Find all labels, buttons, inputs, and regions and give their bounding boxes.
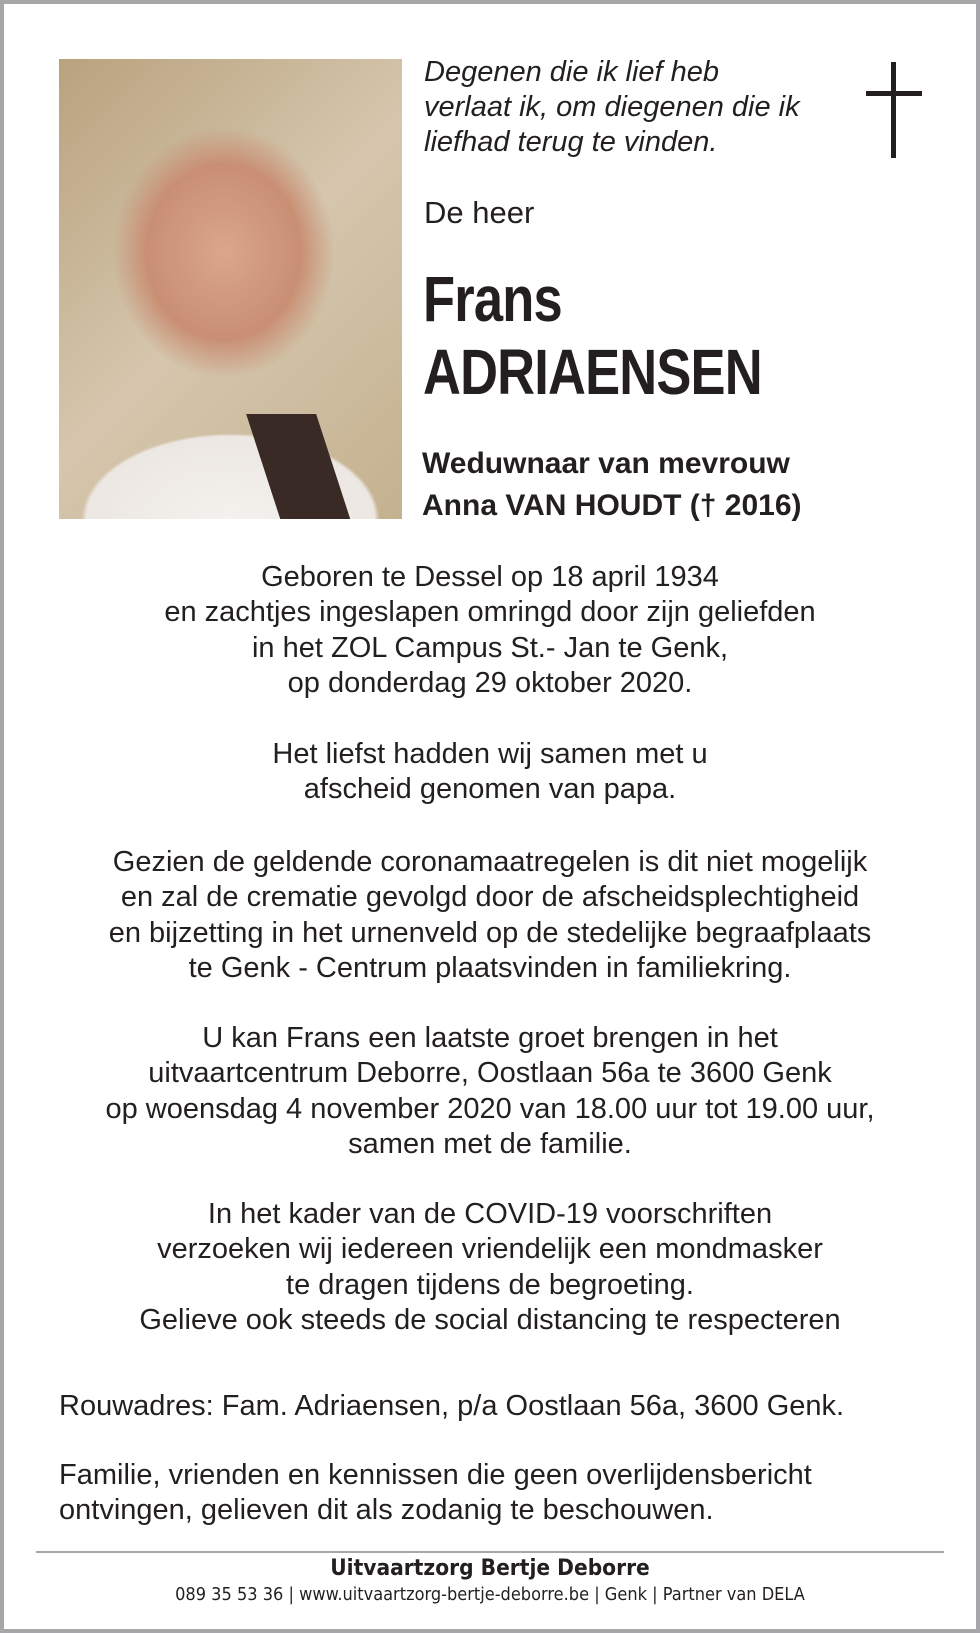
text-line: en zal de crematie gevolgd door de afscheidsplechtigheid <box>120 881 860 914</box>
quote-line: verlaat ik, om diegenen die ik <box>424 91 800 123</box>
portrait-photo <box>59 59 402 519</box>
text-line: U kan Frans een laatste groet brengen in het <box>202 1022 778 1054</box>
notice <box>59 1458 812 1528</box>
text-line: verzoeken wij iedereen vriendelijk een mondmasker <box>157 1233 823 1266</box>
birth-death-paragraph <box>40 560 940 701</box>
mourning-address: Rouwadres: Fam. Adriaensen, p/a Oostlaan 56a, 3600 Genk. <box>59 1390 845 1422</box>
text-line: en zachtjes ingeslapen omringd door zijn geliefden <box>164 596 816 629</box>
text-line: Het liefst hadden wij samen met u <box>272 738 708 770</box>
visitation-paragraph <box>40 1021 940 1162</box>
farewell-paragraph <box>40 737 940 808</box>
text-line: Geboren te Dessel op 18 april 1934 <box>261 561 719 593</box>
last-name: ADRIAENSEN <box>423 336 762 408</box>
funeral-home-name: Uitvaartzorg Bertje Deborre <box>330 1556 650 1581</box>
text-line: Gelieve ook steeds de social distancing te respecteren <box>139 1303 841 1336</box>
text-line: Familie, vrienden en kennissen die geen overlijdensbericht <box>59 1459 812 1491</box>
text-line: afscheid genomen van papa. <box>303 773 677 806</box>
text-line: en bijzetting in het urnenveld op de stedelijke begraafplaats <box>108 916 872 949</box>
first-name: Frans <box>423 263 562 335</box>
widow-line: Weduwnaar van mevrouw <box>422 447 790 480</box>
footer-divider <box>36 1551 944 1553</box>
text-line: op woensdag 4 november 2020 van 18.00 uur tot 19.00 uur, <box>105 1092 875 1125</box>
covid-paragraph <box>40 1197 940 1338</box>
ceremony-paragraph <box>40 845 940 986</box>
text-line: in het ZOL Campus St.- Jan te Genk, <box>251 631 729 664</box>
text-line: ontvingen, gelieven dit als zodanig te beschouwen. <box>59 1494 714 1526</box>
text-line: samen met de familie. <box>348 1127 632 1160</box>
text-line: te dragen tijdens de begroeting. <box>286 1268 694 1301</box>
quote-line: Degenen die ik lief heb <box>424 56 720 88</box>
quote-line: liefhad terug te vinden. <box>424 126 718 158</box>
text-line: op donderdag 29 oktober 2020. <box>287 666 693 699</box>
text-line: In het kader van de COVID-19 voorschriften <box>207 1198 773 1230</box>
widower-of <box>422 443 802 527</box>
cross-icon <box>866 62 922 158</box>
funeral-home-contact: 089 35 53 36 | www.uitvaartzorg-bertje-deborre.be | Genk | Partner van DELA <box>175 1584 805 1605</box>
honorific: De heer <box>424 195 535 230</box>
widow-line: Anna VAN HOUDT († 2016) <box>422 489 802 522</box>
memorial-quote <box>424 55 800 160</box>
text-line: te Genk - Centrum plaatsvinden in familiekring. <box>188 951 792 984</box>
text-line: uitvaartcentrum Deborre, Oostlaan 56a te 3600 Genk <box>148 1057 832 1090</box>
text-line: Gezien de geldende coronamaatregelen is dit niet mogelijk <box>112 846 868 878</box>
